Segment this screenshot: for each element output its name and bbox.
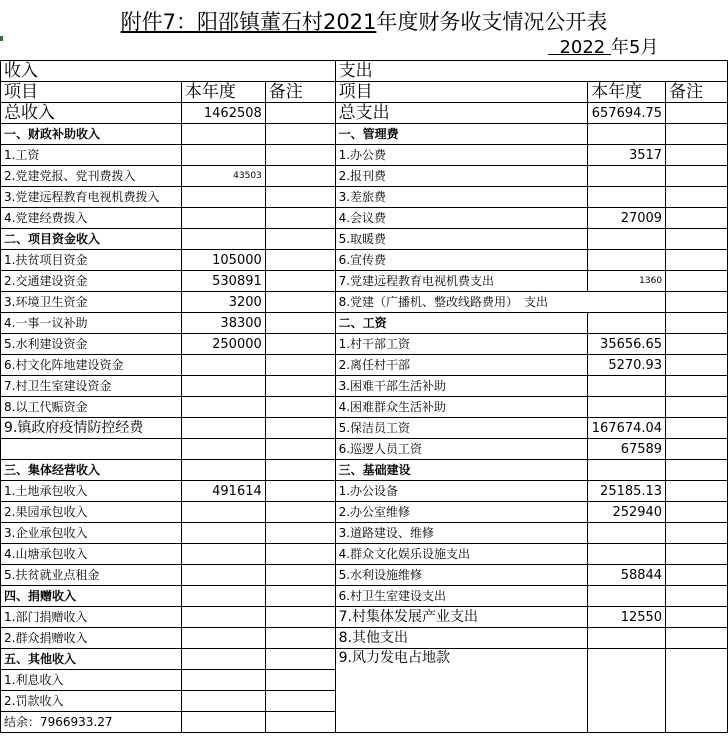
table-cell: 3.道路建设、维修 — [335, 523, 587, 544]
table-cell — [666, 292, 728, 313]
table-cell — [666, 502, 728, 523]
table-cell: 四、捐赠收入 — [1, 586, 182, 607]
table-cell: 1360 — [588, 271, 666, 292]
table-cell — [265, 712, 335, 733]
table-cell: 8.以工代赈资金 — [1, 397, 182, 418]
table-cell: 67589 — [588, 439, 666, 460]
table-cell — [588, 166, 666, 187]
table-cell: 5.扶贫就业点租金 — [1, 565, 182, 586]
table-cell: 491614 — [181, 481, 265, 502]
table-cell — [666, 544, 728, 565]
table-cell — [181, 607, 265, 628]
table-cell — [588, 187, 666, 208]
balance: 结余：7966933.27 — [1, 712, 182, 733]
table-cell: 9.风力发电占地款 — [335, 649, 587, 733]
table-cell — [265, 544, 335, 565]
table-cell: 本年度 — [588, 82, 666, 103]
table-cell — [666, 166, 728, 187]
table-cell: 250000 — [181, 334, 265, 355]
table-cell — [666, 334, 728, 355]
table-cell: 8.党建（广播机、整改线路费用） 支出 — [335, 292, 665, 313]
table-cell: 1.土地承包收入 — [1, 481, 182, 502]
table-cell: 5.保洁员工资 — [335, 418, 587, 439]
table-cell — [588, 460, 666, 481]
table-cell: 5.水利建设资金 — [1, 334, 182, 355]
table-row — [1, 376, 728, 397]
table-cell — [181, 376, 265, 397]
table-cell: 38300 — [181, 313, 265, 334]
table-cell — [666, 145, 728, 166]
table-cell — [666, 418, 728, 439]
table-cell — [265, 229, 335, 250]
table-cell: 3517 — [588, 145, 666, 166]
total-income-label: 总收入 — [1, 103, 182, 124]
total-expense-value: 657694.75 — [588, 103, 666, 124]
table-cell — [181, 712, 265, 733]
table-row — [1, 544, 728, 565]
table-cell: 2.群众捐赠收入 — [1, 628, 182, 649]
table-cell — [265, 334, 335, 355]
table-cell: 6.村文化阵地建设资金 — [1, 355, 182, 376]
table-row — [1, 334, 728, 355]
table-cell: 4.一事一议补助 — [1, 313, 182, 334]
table-cell — [666, 271, 728, 292]
table-cell: 4.会议费 — [335, 208, 587, 229]
table-cell — [666, 103, 728, 124]
table-row — [1, 523, 728, 544]
table-row — [1, 439, 728, 460]
table-cell — [666, 565, 728, 586]
table-cell: 一、财政补助收入 — [1, 124, 182, 145]
table-cell: 7.村集体发展产业支出 — [335, 607, 587, 628]
table-cell — [265, 376, 335, 397]
table-cell: 一、管理费 — [335, 124, 587, 145]
table-cell — [666, 187, 728, 208]
table-cell: 3.环境卫生资金 — [1, 292, 182, 313]
table-row — [1, 460, 728, 481]
table-cell: 1.部门捐赠收入 — [1, 607, 182, 628]
table-cell: 3.差旅费 — [335, 187, 587, 208]
table-cell — [666, 586, 728, 607]
table-cell: 167674.04 — [588, 418, 666, 439]
table-cell — [666, 460, 728, 481]
table-cell: 6.巡逻人员工资 — [335, 439, 587, 460]
table-cell — [265, 670, 335, 691]
table-cell: 项目 — [335, 82, 587, 103]
cell-corner-marker — [0, 36, 3, 41]
table-row — [1, 250, 728, 271]
table-row — [1, 292, 728, 313]
table-cell — [265, 481, 335, 502]
table-cell — [265, 502, 335, 523]
table-cell — [588, 124, 666, 145]
table-cell: 1.办公设备 — [335, 481, 587, 502]
table-cell: 5270.93 — [588, 355, 666, 376]
table-cell — [666, 313, 728, 334]
table-cell: 2.果园承包收入 — [1, 502, 182, 523]
table-row — [1, 481, 728, 502]
income-header: 收入 — [1, 61, 336, 82]
table-cell: 2.交通建设资金 — [1, 271, 182, 292]
table-cell: 3200 — [181, 292, 265, 313]
header-row-columns — [1, 82, 728, 103]
table-cell — [181, 460, 265, 481]
table-cell: 三、集体经营收入 — [1, 460, 182, 481]
table-cell — [181, 355, 265, 376]
table-cell — [265, 166, 335, 187]
table-cell — [265, 250, 335, 271]
date-year: 2022 — [559, 37, 606, 58]
expense-header: 支出 — [335, 61, 727, 82]
table-cell: 252940 — [588, 502, 666, 523]
table-cell: 3.企业承包收入 — [1, 523, 182, 544]
table-cell: 58844 — [588, 565, 666, 586]
table-cell — [588, 649, 666, 733]
table-cell: 105000 — [181, 250, 265, 271]
table-row — [1, 565, 728, 586]
table-cell — [588, 523, 666, 544]
table-cell — [265, 397, 335, 418]
table-cell: 1.村干部工资 — [335, 334, 587, 355]
table-cell — [181, 628, 265, 649]
table-cell — [181, 691, 265, 712]
table-cell — [666, 628, 728, 649]
table-cell — [666, 124, 728, 145]
table-cell — [265, 313, 335, 334]
table-cell: 1.工资 — [1, 145, 182, 166]
table-cell: 1.扶贫项目资金 — [1, 250, 182, 271]
page-title: 附件7：阳邵镇董石村2021年度财务收支情况公开表 — [120, 10, 608, 34]
table-cell — [666, 208, 728, 229]
table-cell: 4.山塘承包收入 — [1, 544, 182, 565]
table-cell — [588, 628, 666, 649]
table-cell — [666, 481, 728, 502]
table-cell — [588, 544, 666, 565]
table-cell — [181, 124, 265, 145]
table-cell — [666, 250, 728, 271]
table-cell: 二、工资 — [335, 313, 587, 334]
table-cell — [588, 376, 666, 397]
table-cell — [666, 523, 728, 544]
table-row — [1, 271, 728, 292]
finance-table — [0, 60, 728, 733]
table-row — [1, 229, 728, 250]
table-cell: 1.利息收入 — [1, 670, 182, 691]
table-cell — [181, 145, 265, 166]
table-cell: 备注 — [666, 82, 728, 103]
table-cell: 8.其他支出 — [335, 628, 587, 649]
table-cell — [181, 187, 265, 208]
table-cell — [588, 397, 666, 418]
total-expense-label: 总支出 — [335, 103, 587, 124]
table-cell: 五、其他收入 — [1, 649, 182, 670]
table-cell — [181, 523, 265, 544]
table-cell: 2.党建党报、党刊费拨入 — [1, 166, 182, 187]
table-cell — [265, 607, 335, 628]
table-cell: 43503 — [181, 166, 265, 187]
table-row — [1, 586, 728, 607]
table-cell — [265, 523, 335, 544]
table-cell: 5.水利设施维修 — [335, 565, 587, 586]
table-cell — [181, 229, 265, 250]
table-row — [1, 187, 728, 208]
table-cell — [265, 208, 335, 229]
table-cell — [1, 439, 182, 460]
table-cell — [265, 628, 335, 649]
table-cell — [181, 439, 265, 460]
table-cell — [265, 565, 335, 586]
table-cell — [265, 586, 335, 607]
table-row — [1, 397, 728, 418]
table-cell — [666, 376, 728, 397]
table-cell: 7.村卫生室建设资金 — [1, 376, 182, 397]
table-cell: 7.党建远程教育电视机费支出 — [335, 271, 587, 292]
table-cell: 9.镇政府疫情防控经费 — [1, 418, 182, 439]
table-cell: 12550 — [588, 607, 666, 628]
table-cell — [588, 250, 666, 271]
table-cell — [181, 670, 265, 691]
table-row — [1, 649, 728, 670]
table-cell — [265, 145, 335, 166]
table-cell: 项目 — [1, 82, 182, 103]
table-cell: 5.取暖费 — [335, 229, 587, 250]
table-cell: 4.群众文化娱乐设施支出 — [335, 544, 587, 565]
table-cell — [666, 397, 728, 418]
table-cell — [265, 460, 335, 481]
table-cell — [181, 502, 265, 523]
table-cell — [588, 586, 666, 607]
table-cell — [265, 355, 335, 376]
table-cell — [181, 418, 265, 439]
table-cell — [265, 649, 335, 670]
table-cell: 1.办公费 — [335, 145, 587, 166]
table-cell — [265, 418, 335, 439]
table-cell — [265, 103, 335, 124]
table-row — [1, 418, 728, 439]
table-cell — [181, 649, 265, 670]
table-cell — [181, 586, 265, 607]
table-cell — [666, 439, 728, 460]
table-cell: 3.困难干部生活补助 — [335, 376, 587, 397]
table-cell — [265, 292, 335, 313]
table-cell — [265, 691, 335, 712]
table-cell — [265, 124, 335, 145]
table-row — [1, 166, 728, 187]
table-cell — [666, 649, 728, 733]
table-cell — [181, 208, 265, 229]
table-cell — [666, 355, 728, 376]
table-row — [1, 103, 728, 124]
table-cell — [181, 397, 265, 418]
table-cell: 6.村卫生室建设支出 — [335, 586, 587, 607]
table-cell: 3.党建远程教育电视机费拨入 — [1, 187, 182, 208]
table-cell: 本年度 — [181, 82, 265, 103]
report-date: 2022 年5月 — [548, 37, 658, 59]
table-cell — [265, 271, 335, 292]
table-cell — [666, 607, 728, 628]
table-cell — [265, 439, 335, 460]
table-row — [1, 607, 728, 628]
header-row-sections — [1, 61, 728, 82]
table-cell — [181, 544, 265, 565]
table-row — [1, 355, 728, 376]
table-cell — [265, 187, 335, 208]
total-income-value: 1462508 — [181, 103, 265, 124]
table-cell: 三、基础建设 — [335, 460, 587, 481]
table-cell: 27009 — [588, 208, 666, 229]
table-cell: 6.宣传费 — [335, 250, 587, 271]
table-row — [1, 124, 728, 145]
table-row — [1, 208, 728, 229]
table-row — [1, 145, 728, 166]
table-cell: 25185.13 — [588, 481, 666, 502]
table-cell — [588, 229, 666, 250]
table-cell: 4.困难群众生活补助 — [335, 397, 587, 418]
table-row — [1, 628, 728, 649]
table-cell: 2.罚款收入 — [1, 691, 182, 712]
table-cell — [666, 229, 728, 250]
table-cell: 备注 — [265, 82, 335, 103]
table-cell — [588, 313, 666, 334]
table-cell: 2.报刊费 — [335, 166, 587, 187]
table-cell: 4.党建经费拨入 — [1, 208, 182, 229]
table-cell: 530891 — [181, 271, 265, 292]
table-cell: 二、项目资金收入 — [1, 229, 182, 250]
table-row — [1, 502, 728, 523]
table-cell: 35656.65 — [588, 334, 666, 355]
table-row — [1, 313, 728, 334]
table-cell: 2.离任村干部 — [335, 355, 587, 376]
table-cell: 2.办公室维修 — [335, 502, 587, 523]
table-cell — [181, 565, 265, 586]
